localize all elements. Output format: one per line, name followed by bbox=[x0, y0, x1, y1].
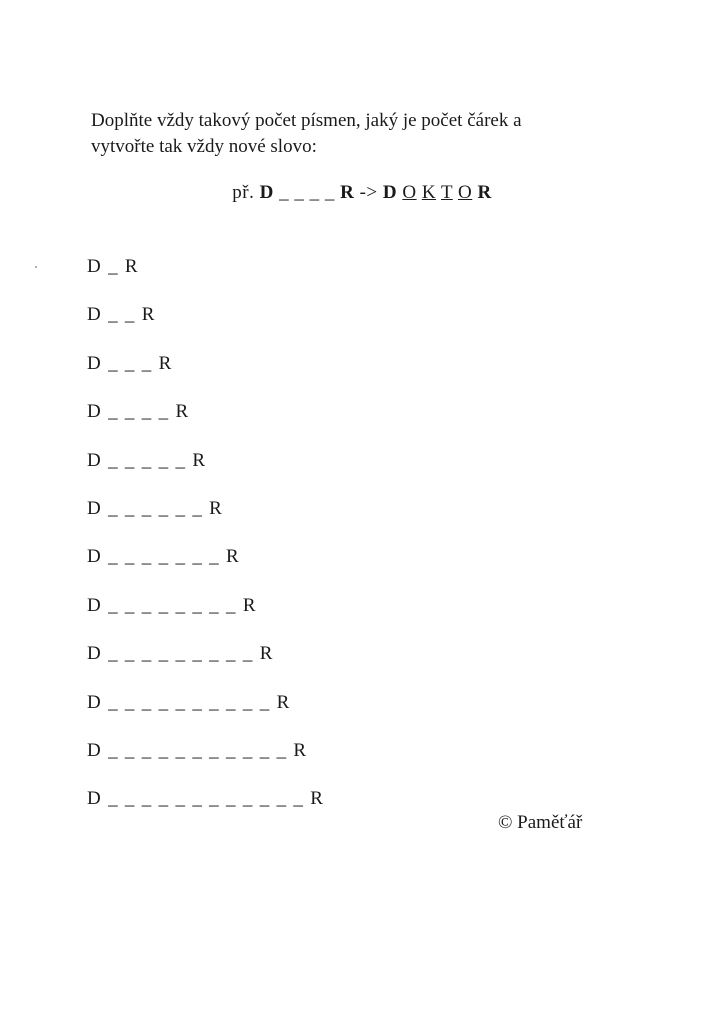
instructions-text bbox=[91, 108, 611, 160]
exercise-item: D _ _ _ _ R bbox=[87, 401, 190, 423]
exercise-item: D _ _ R bbox=[87, 304, 156, 326]
copyright-text: © Paměťář bbox=[498, 812, 583, 833]
exercise-item: D _ _ _ _ _ _ _ R bbox=[87, 546, 240, 568]
example-pattern-blanks: _ _ _ _ bbox=[279, 182, 335, 203]
exercise-item: D _ _ _ _ _ _ _ _ R bbox=[87, 594, 257, 616]
exercise-item: D _ _ _ _ _ _ _ _ _ _ R bbox=[87, 691, 291, 713]
example-arrow: -> bbox=[359, 182, 378, 203]
example-prefix: př. bbox=[232, 182, 255, 203]
example-pattern-end: R bbox=[340, 182, 355, 203]
scan-speck bbox=[35, 266, 37, 268]
example-pattern-start: D bbox=[259, 182, 274, 203]
example-answer-letter: K bbox=[421, 182, 437, 203]
exercise-item: D _ _ _ _ _ _ R bbox=[87, 497, 224, 519]
exercise-item: D _ _ _ _ _ _ _ _ _ _ _ R bbox=[87, 739, 308, 761]
instructions-line-2: vytvořte tak vždy nové slovo: bbox=[91, 136, 317, 157]
example-answer-first: D bbox=[382, 182, 398, 203]
instructions-line-1: Doplňte vždy takový počet písmen, jaký je počet čárek a bbox=[91, 110, 522, 131]
example-answer-letter: O bbox=[458, 182, 473, 203]
example-answer-letter: O bbox=[402, 182, 417, 203]
exercise-item: D _ R bbox=[87, 256, 139, 277]
example-line bbox=[0, 180, 724, 206]
exercise-item: D _ _ _ _ _ R bbox=[87, 449, 207, 471]
example-answer-letter: T bbox=[440, 182, 453, 203]
exercise-item: D _ _ _ _ _ _ _ _ _ R bbox=[87, 643, 274, 665]
exercise-item: D _ _ _ R bbox=[87, 352, 173, 374]
example-answer-last: R bbox=[477, 182, 492, 203]
exercise-list bbox=[87, 254, 324, 835]
exercise-item: D _ _ _ _ _ _ _ _ _ _ _ _ R bbox=[87, 788, 325, 810]
